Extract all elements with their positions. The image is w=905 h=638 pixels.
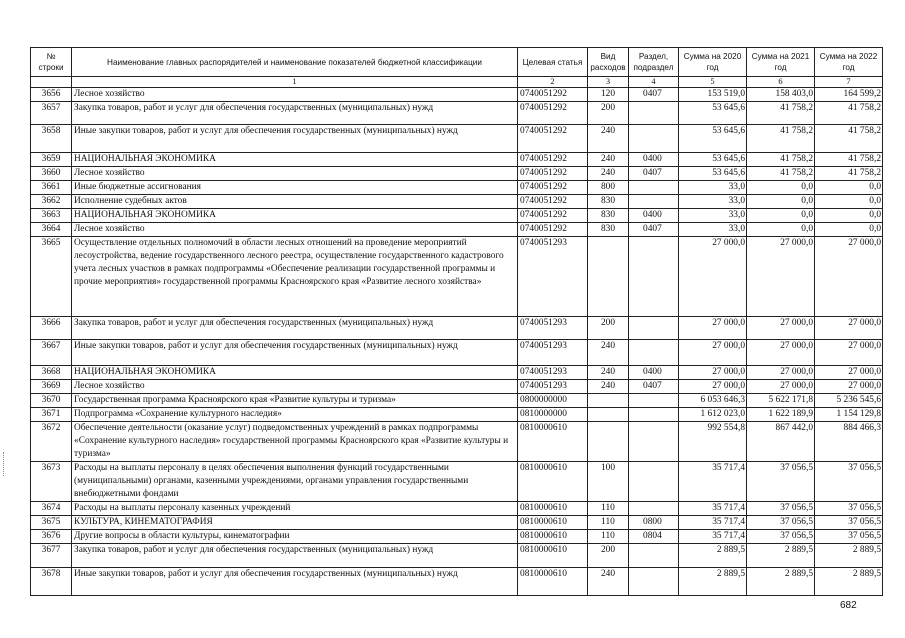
row-section	[629, 462, 679, 502]
row-sum-2020: 1 612 023,0	[679, 408, 747, 422]
row-sum-2021: 5 622 171,8	[747, 394, 815, 408]
row-name: НАЦИОНАЛЬНАЯ ЭКОНОМИКА	[72, 366, 518, 380]
column-number: 4	[629, 77, 679, 88]
row-sum-2022: 0,0	[815, 209, 883, 223]
table-row	[31, 544, 883, 568]
row-number: 3664	[31, 223, 72, 237]
row-number: 3657	[31, 102, 72, 125]
row-name: Обеспечение деятельности (оказание услуг) подведомственных учреждений в рамках подпрограммы «Сохранение культурного наследия» государственной программы Красноярского края «Развитие культуры и туризма»	[72, 422, 518, 462]
row-target: 0810000610	[518, 544, 588, 568]
row-name: Исполнение судебных актов	[72, 195, 518, 209]
row-name: Закупка товаров, работ и услуг для обеспечения государственных (муниципальных) нужд	[72, 544, 518, 568]
row-target: 0740051293	[518, 237, 588, 317]
row-section: 0400	[629, 366, 679, 380]
row-kind: 800	[588, 181, 629, 195]
row-sum-2020: 33,0	[679, 223, 747, 237]
row-target: 0740051292	[518, 209, 588, 223]
row-section: 0804	[629, 530, 679, 544]
row-sum-2021: 0,0	[747, 181, 815, 195]
row-kind: 240	[588, 125, 629, 153]
row-name: Иные закупки товаров, работ и услуг для обеспечения государственных (муниципальных) нужд	[72, 340, 518, 366]
row-target: 0810000610	[518, 502, 588, 516]
row-name: НАЦИОНАЛЬНАЯ ЭКОНОМИКА	[72, 209, 518, 223]
row-sum-2022: 0,0	[815, 181, 883, 195]
row-sum-2022: 2 889,5	[815, 568, 883, 596]
row-sum-2022: 27 000,0	[815, 237, 883, 317]
row-sum-2021: 1 622 189,9	[747, 408, 815, 422]
row-kind: 830	[588, 209, 629, 223]
table-row	[31, 102, 883, 125]
row-name: КУЛЬТУРА, КИНЕМАТОГРАФИЯ	[72, 516, 518, 530]
row-kind: 240	[588, 366, 629, 380]
row-kind: 110	[588, 502, 629, 516]
table-row	[31, 516, 883, 530]
row-kind: 240	[588, 380, 629, 394]
row-number: 3675	[31, 516, 72, 530]
table-row	[31, 153, 883, 167]
row-number: 3677	[31, 544, 72, 568]
row-sum-2020: 6 053 646,3	[679, 394, 747, 408]
column-number: 6	[747, 77, 815, 88]
row-sum-2020: 35 717,4	[679, 502, 747, 516]
budget-table-sheet	[30, 47, 883, 596]
row-sum-2020: 53 645,6	[679, 153, 747, 167]
row-sum-2021: 41 758,2	[747, 153, 815, 167]
row-sum-2021: 0,0	[747, 195, 815, 209]
row-number: 3659	[31, 153, 72, 167]
row-sum-2022: 27 000,0	[815, 366, 883, 380]
row-sum-2020: 33,0	[679, 209, 747, 223]
row-target: 0740051293	[518, 340, 588, 366]
row-name: Лесное хозяйство	[72, 380, 518, 394]
row-kind: 240	[588, 340, 629, 366]
row-target: 0800000000	[518, 394, 588, 408]
row-sum-2021: 2 889,5	[747, 544, 815, 568]
row-sum-2020: 53 645,6	[679, 125, 747, 153]
row-kind	[588, 408, 629, 422]
row-section: 0800	[629, 516, 679, 530]
row-kind: 200	[588, 102, 629, 125]
row-target: 0740051292	[518, 167, 588, 181]
table-row	[31, 317, 883, 340]
row-name: НАЦИОНАЛЬНАЯ ЭКОНОМИКА	[72, 153, 518, 167]
header-row	[31, 48, 883, 77]
row-sum-2022: 37 056,5	[815, 530, 883, 544]
row-kind: 100	[588, 462, 629, 502]
row-number: 3668	[31, 366, 72, 380]
page-number: 682	[840, 600, 857, 611]
row-sum-2022: 27 000,0	[815, 317, 883, 340]
row-sum-2022: 5 236 545,6	[815, 394, 883, 408]
row-sum-2021: 2 889,5	[747, 568, 815, 596]
row-number: 3670	[31, 394, 72, 408]
row-number: 3667	[31, 340, 72, 366]
header-section: Раздел, подраздел	[629, 48, 679, 77]
row-number: 3663	[31, 209, 72, 223]
row-name: Закупка товаров, работ и услуг для обеспечения государственных (муниципальных) нужд	[72, 102, 518, 125]
row-name: Лесное хозяйство	[72, 167, 518, 181]
row-section	[629, 502, 679, 516]
row-section	[629, 568, 679, 596]
table-row	[31, 408, 883, 422]
row-sum-2022: 27 000,0	[815, 380, 883, 394]
row-number: 3661	[31, 181, 72, 195]
row-sum-2021: 27 000,0	[747, 317, 815, 340]
row-name: Лесное хозяйство	[72, 88, 518, 102]
row-number: 3678	[31, 568, 72, 596]
row-section	[629, 340, 679, 366]
row-section	[629, 181, 679, 195]
row-sum-2020: 992 554,8	[679, 422, 747, 462]
row-sum-2020: 27 000,0	[679, 340, 747, 366]
row-sum-2021: 27 000,0	[747, 366, 815, 380]
row-kind: 200	[588, 544, 629, 568]
row-target: 0740051293	[518, 366, 588, 380]
row-target: 0810000610	[518, 530, 588, 544]
table-row	[31, 195, 883, 209]
row-target: 0740051292	[518, 223, 588, 237]
row-target: 0810000610	[518, 462, 588, 502]
row-sum-2022: 164 599,2	[815, 88, 883, 102]
row-kind	[588, 422, 629, 462]
row-sum-2021: 158 403,0	[747, 88, 815, 102]
row-kind: 240	[588, 167, 629, 181]
header-target: Целевая статья	[518, 48, 588, 77]
row-sum-2020: 27 000,0	[679, 366, 747, 380]
table-row	[31, 366, 883, 380]
row-name: Иные закупки товаров, работ и услуг для обеспечения государственных (муниципальных) нужд	[72, 568, 518, 596]
row-number: 3665	[31, 237, 72, 317]
table-row	[31, 209, 883, 223]
row-section	[629, 102, 679, 125]
row-number: 3662	[31, 195, 72, 209]
table-row	[31, 237, 883, 317]
row-sum-2020: 2 889,5	[679, 544, 747, 568]
row-sum-2021: 27 000,0	[747, 380, 815, 394]
row-number: 3676	[31, 530, 72, 544]
column-number-row	[31, 77, 883, 88]
table-row	[31, 530, 883, 544]
row-sum-2020: 27 000,0	[679, 237, 747, 317]
row-kind: 830	[588, 223, 629, 237]
row-target: 0740051292	[518, 153, 588, 167]
row-sum-2020: 33,0	[679, 195, 747, 209]
row-target: 0810000000	[518, 408, 588, 422]
row-target: 0740051292	[518, 181, 588, 195]
row-section	[629, 125, 679, 153]
column-number: 2	[518, 77, 588, 88]
column-number: 5	[679, 77, 747, 88]
row-name: Иные бюджетные ассигнования	[72, 181, 518, 195]
row-sum-2022: 41 758,2	[815, 167, 883, 181]
row-sum-2022: 2 889,5	[815, 544, 883, 568]
table-row	[31, 380, 883, 394]
row-kind: 200	[588, 317, 629, 340]
row-sum-2021: 41 758,2	[747, 102, 815, 125]
row-target: 0810000610	[518, 568, 588, 596]
table-row	[31, 88, 883, 102]
row-name: Осуществление отдельных полномочий в области лесных отношений на проведение мероприятий лесоустройства, ведение государственного лесного реестра, осуществление государственного кадастрового учета лесных участков в рамках подпрограммы «Обеспечение реализации государственной программы и прочие мероприятия» государственной программы Красноярского края «Развитие лесного хозяйства»	[72, 237, 518, 317]
row-sum-2020: 35 717,4	[679, 516, 747, 530]
row-section: 0407	[629, 380, 679, 394]
table-row	[31, 223, 883, 237]
row-number: 3658	[31, 125, 72, 153]
row-number: 3666	[31, 317, 72, 340]
row-sum-2020: 35 717,4	[679, 530, 747, 544]
row-sum-2022: 884 466,3	[815, 422, 883, 462]
row-section: 0407	[629, 88, 679, 102]
row-sum-2022: 41 758,2	[815, 102, 883, 125]
row-kind: 110	[588, 530, 629, 544]
row-kind: 240	[588, 568, 629, 596]
row-section: 0400	[629, 153, 679, 167]
row-target: 0740051292	[518, 102, 588, 125]
column-number	[31, 77, 72, 88]
row-sum-2022: 41 758,2	[815, 153, 883, 167]
row-target: 0740051293	[518, 380, 588, 394]
row-sum-2022: 1 154 129,8	[815, 408, 883, 422]
row-name: Расходы на выплаты персоналу в целях обеспечения выполнения функций государственными (муниципальными) органами, казенными учреждениями, органами управления государственными внебюджетными фондами	[72, 462, 518, 502]
row-number: 3669	[31, 380, 72, 394]
row-sum-2020: 53 645,6	[679, 167, 747, 181]
table-row	[31, 394, 883, 408]
header-sum-2022: Сумма на 2022 год	[815, 48, 883, 77]
row-target: 0740051292	[518, 88, 588, 102]
row-name: Иные закупки товаров, работ и услуг для обеспечения государственных (муниципальных) нужд	[72, 125, 518, 153]
row-kind	[588, 394, 629, 408]
row-number: 3660	[31, 167, 72, 181]
column-number: 7	[815, 77, 883, 88]
row-number: 3673	[31, 462, 72, 502]
row-sum-2021: 37 056,5	[747, 462, 815, 502]
row-name: Закупка товаров, работ и услуг для обеспечения государственных (муниципальных) нужд	[72, 317, 518, 340]
column-number: 3	[588, 77, 629, 88]
table-row	[31, 462, 883, 502]
row-section	[629, 317, 679, 340]
table-row	[31, 568, 883, 596]
table-row	[31, 422, 883, 462]
row-sum-2021: 41 758,2	[747, 125, 815, 153]
row-sum-2020: 33,0	[679, 181, 747, 195]
row-section	[629, 237, 679, 317]
row-sum-2020: 35 717,4	[679, 462, 747, 502]
row-kind: 110	[588, 516, 629, 530]
row-section: 0407	[629, 223, 679, 237]
row-target: 0740051293	[518, 317, 588, 340]
row-number: 3674	[31, 502, 72, 516]
row-sum-2020: 53 645,6	[679, 102, 747, 125]
row-sum-2021: 0,0	[747, 223, 815, 237]
table-row	[31, 502, 883, 516]
row-name: Расходы на выплаты персоналу казенных учреждений	[72, 502, 518, 516]
row-kind: 120	[588, 88, 629, 102]
header-kind: Вид расходов	[588, 48, 629, 77]
header-sum-2021: Сумма на 2021 год	[747, 48, 815, 77]
header-row-no: № строки	[31, 48, 72, 77]
row-sum-2021: 0,0	[747, 209, 815, 223]
row-sum-2022: 37 056,5	[815, 516, 883, 530]
row-section	[629, 195, 679, 209]
table-row	[31, 181, 883, 195]
row-sum-2021: 37 056,5	[747, 530, 815, 544]
column-number: 1	[72, 77, 518, 88]
table-row	[31, 340, 883, 366]
row-section	[629, 408, 679, 422]
row-sum-2021: 37 056,5	[747, 502, 815, 516]
row-kind: 240	[588, 153, 629, 167]
row-sum-2020: 27 000,0	[679, 380, 747, 394]
row-target: 0810000610	[518, 422, 588, 462]
row-sum-2021: 27 000,0	[747, 340, 815, 366]
row-sum-2022: 41 758,2	[815, 125, 883, 153]
budget-table	[30, 47, 883, 596]
row-sum-2022: 27 000,0	[815, 340, 883, 366]
row-sum-2020: 2 889,5	[679, 568, 747, 596]
row-sum-2022: 0,0	[815, 195, 883, 209]
row-sum-2021: 27 000,0	[747, 237, 815, 317]
row-name: Лесное хозяйство	[72, 223, 518, 237]
row-target: 0810000610	[518, 516, 588, 530]
table-row	[31, 167, 883, 181]
row-target: 0740051292	[518, 125, 588, 153]
row-number: 3671	[31, 408, 72, 422]
row-name: Подпрограмма «Сохранение культурного наследия»	[72, 408, 518, 422]
row-sum-2020: 153 519,0	[679, 88, 747, 102]
row-number: 3656	[31, 88, 72, 102]
header-name: Наименование главных распорядителей и наименование показателей бюджетной классификации	[72, 48, 518, 77]
margin-mark	[3, 452, 6, 476]
row-number: 3672	[31, 422, 72, 462]
row-sum-2020: 27 000,0	[679, 317, 747, 340]
row-kind	[588, 237, 629, 317]
row-sum-2022: 37 056,5	[815, 462, 883, 502]
row-section	[629, 394, 679, 408]
row-section	[629, 422, 679, 462]
table-row	[31, 125, 883, 153]
table-body	[31, 88, 883, 596]
row-sum-2022: 37 056,5	[815, 502, 883, 516]
row-target: 0740051292	[518, 195, 588, 209]
row-section: 0400	[629, 209, 679, 223]
row-name: Государственная программа Красноярского края «Развитие культуры и туризма»	[72, 394, 518, 408]
row-name: Другие вопросы в области культуры, кинематографии	[72, 530, 518, 544]
row-sum-2022: 0,0	[815, 223, 883, 237]
row-section	[629, 544, 679, 568]
header-sum-2020: Сумма на 2020 год	[679, 48, 747, 77]
row-sum-2021: 867 442,0	[747, 422, 815, 462]
row-section: 0407	[629, 167, 679, 181]
row-sum-2021: 37 056,5	[747, 516, 815, 530]
row-kind: 830	[588, 195, 629, 209]
row-sum-2021: 41 758,2	[747, 167, 815, 181]
